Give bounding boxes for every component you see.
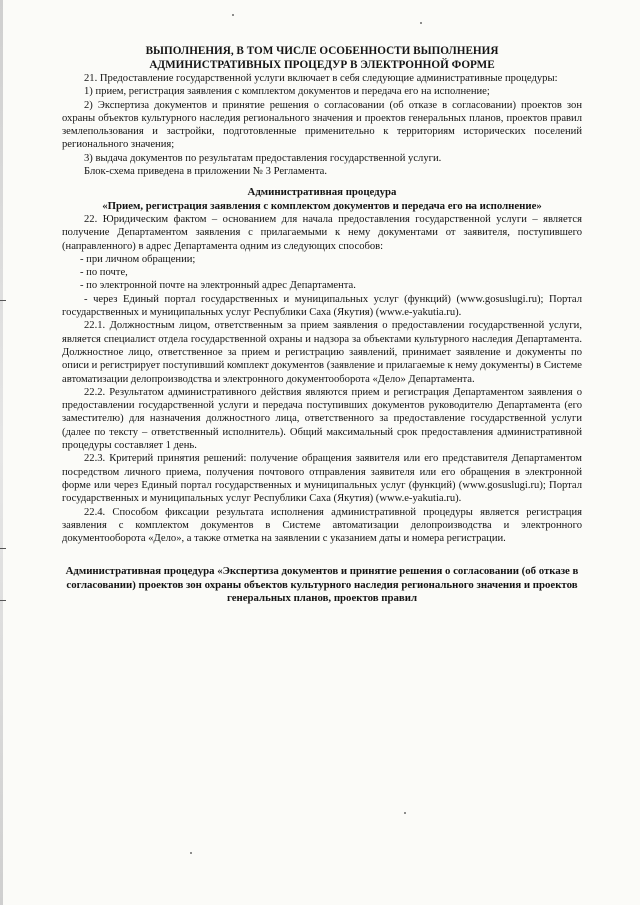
paragraph-22-2: 22.2. Результатом административного действия являются прием и регистрация Департаментом заявления о предоставлении государственной услуги и передача поступивших документов руководителю Департамента (его заместителю) для назначения должностного лица, ответственного за предоставление государственной услуги (далее по тексту – ответственный исполнитель). Общий максимальный срок предоставления административной процедуры составляет 1 день. [62,386,582,452]
method-mail: - по почте, [80,267,128,279]
method-in-person: - при личном обращении; [80,253,196,265]
block-scheme-note: Блок-схема приведена в приложении № 3 Регламента. [84,166,328,178]
method-email: - по электронной почте на электронный адрес Департамента. [80,280,356,292]
section-title-line-2: АДМИНИСТРАТИВНЫХ ПРОЦЕДУР В ЭЛЕКТРОННОЙ ФОРМЕ [149,59,495,71]
paragraph-22-1: 22.1. Должностным лицом, ответственным за прием заявления о предоставлении государственной услуги, является специалист отдела государственной охраны и надзора за объектами культурного наследия Департамента. Должностное лицо, ответственное за прием и регистрацию заявлений, принимает заявление и документы по описи и регистрирует поступивший комплект документов (заявление и прилагаемые к нему документы) в Системе автоматизации делопроизводства и электронного документооборота «Дело» Департамента. [62,320,582,385]
scan-noise [420,22,422,24]
scan-mark [0,300,6,301]
paragraph-22: 22. Юридическим фактом – основанием для начала предоставления государственной услуги – является получение Департаментом заявления с прилагаемыми к нему документами от заявителя, поступившего (направленного) в адрес Департамента одним из следующих способов: [62,213,582,252]
scan-left-edge [0,0,3,905]
section-title-line-1: ВЫПОЛНЕНИЯ, В ТОМ ЧИСЛЕ ОСОБЕННОСТИ ВЫПОЛНЕНИЯ [145,45,499,57]
method-portal: - через Единый портал государственных и муниципальных услуг (функций) (www.gosuslugi.ru); Портал государственных и муниципальных услуг Республики Саха (Якутия) (www.e-yakutia.ru). [62,293,582,319]
list-item-21-1: 1) прием, регистрация заявления с комплектом документов и передача его на исполнение; [84,86,490,98]
scan-noise [404,812,406,814]
scan-mark [0,600,6,601]
procedure-2-heading: Административная процедура «Экспертиза документов и принятие решения о согласовании (об отказе в согласовании) проектов зон охраны объектов культурного наследия регионального значения и проектов генеральных планов, проектов правил [65,565,579,604]
list-item-21-2: 2) Экспертиза документов и принятие решения о согласовании (об отказе в согласовании) проектов зон охраны объектов культурного наследия регионального значения и проектов генеральных планов, проектов правил землепользования и застройки, подготовленные применительно к территориям исторических поселений регионального значения; [62,99,582,151]
scan-noise [190,852,192,854]
procedure-1-title: «Прием, регистрация заявления с комплектом документов и передача его на исполнение» [102,199,542,212]
scan-mark [0,548,6,549]
procedure-1-label: Административная процедура [247,186,397,199]
document-page [62,44,582,605]
paragraph-22-4: 22.4. Способом фиксации результата исполнения административной процедуры является регистрация заявления с комплектом документов в Системе автоматизации делопроизводства и электронного документооборота «Дело», а также отметка на заявлении с указанием даты и номера регистрации. [62,506,582,545]
scan-noise [232,14,234,16]
paragraph-21: 21. Предоставление государственной услуги включает в себя следующие административные процедуры: [84,73,558,84]
list-item-21-3: 3) выдача документов по результатам предоставления государственной услуги. [84,152,442,164]
paragraph-22-3: 22.3. Критерий принятия решений: получение обращения заявителя или его представителя Департаментом посредством личного приема, получения почтового отправления заявителя или его обращения в электронной форме или через Единый портал государственных и муниципальных услуг (функций) (www.gosuslugi.ru); Портал государственных и муниципальных услуг Республики Саха (Якутия) (www.e-yakutia.ru). [62,453,582,505]
